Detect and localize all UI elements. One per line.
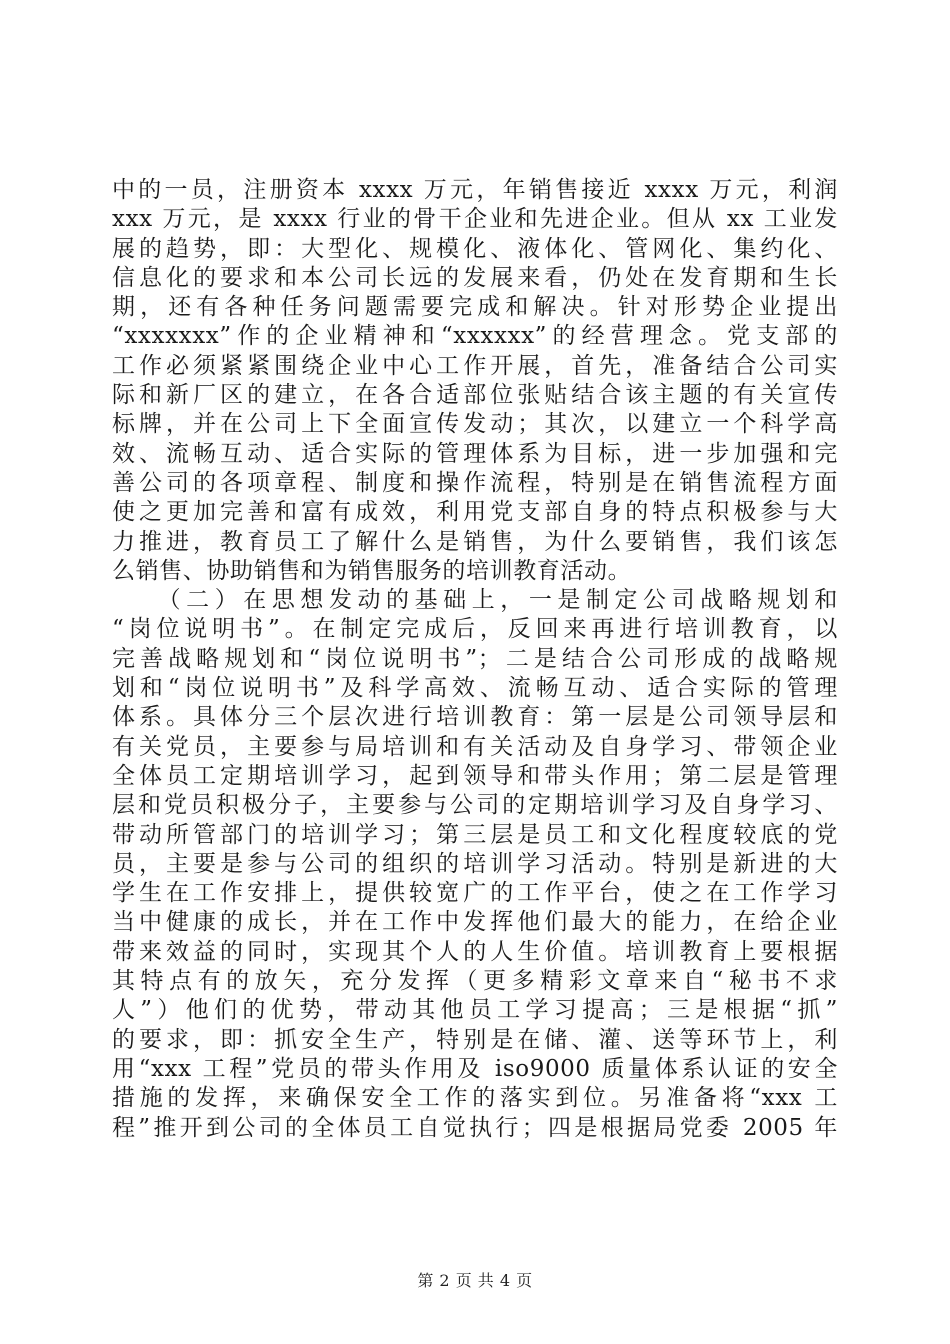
page-footer: 第 2 页 共 4 页 (417, 1271, 533, 1290)
text-line: 学生在工作安排上，提供较宽广的工作平台，使之在工作学习 (112, 880, 838, 907)
text-line: 么销售、协助销售和为销售服务的培训教育活动。 (112, 557, 632, 584)
text-line: “岗位说明书”。在制定完成后，反回来再进行培训教育，以 (112, 616, 838, 643)
text-line: 期，还有各种任务问题需要完成和解决。针对形势企业提出 (112, 294, 838, 321)
text-line: 展的趋势，即：大型化、规模化、液体化、管网化、集约化、 (112, 235, 838, 262)
text-line: 全体员工定期培训学习，起到领导和带头作用；第二层是管理 (112, 762, 838, 789)
text-line: 划和“岗位说明书”及科学高效、流畅互动、适合实际的管理 (112, 675, 838, 702)
text-line: 措施的发挥，来确保安全工作的落实到位。另准备将“xxx 工 (112, 1085, 838, 1112)
text-line: 中的一员，注册资本 xxxx 万元，年销售接近 xxxx 万元，利润 (112, 177, 838, 203)
text-line: 带动所管部门的培训学习；第三层是员工和文化程度较底的党 (112, 821, 838, 848)
text-line: 标牌，并在公司上下全面宣传发动；其次，以建立一个科学高 (112, 411, 838, 438)
text-line: 信息化的要求和本公司长远的发展来看，仍处在发育期和生长 (112, 264, 838, 291)
text-line: 使之更加完善和富有成效，利用党支部自身的特点积极参与大 (112, 499, 838, 526)
text-line: 员，主要是参与公司的组织的培训学习活动。特别是新进的大 (112, 850, 838, 877)
text-line: 其特点有的放矢，充分发挥（更多精彩文章来自“秘书不求 (112, 968, 838, 995)
text-line: “xxxxxxx”作的企业精神和“xxxxxx”的经营理念。党支部的 (112, 323, 838, 350)
text-line: 善公司的各项章程、制度和操作流程，特别是在销售流程方面 (112, 469, 838, 496)
text-line: 际和新厂区的建立，在各合适部位张贴结合该主题的有关宣传 (112, 382, 838, 409)
text-line: 层和党员积极分子，主要参与公司的定期培训学习及自身学习、 (112, 792, 838, 819)
text-line: 完善战略规划和“岗位说明书”；二是结合公司形成的战略规 (112, 645, 838, 672)
text-line: 体系。具体分三个层次进行培训教育：第一层是公司领导层和 (112, 704, 838, 731)
text-line: 工作必须紧紧围绕企业中心工作开展，首先，准备结合公司实 (112, 352, 838, 379)
text-line: 人”）他们的优势，带动其他员工学习提高；三是根据“抓” (112, 997, 838, 1024)
text-line: （二）在思想发动的基础上，一是制定公司战略规划和 (112, 587, 838, 614)
body-text (112, 176, 838, 1143)
text-line: 用“xxx 工程”党员的带头作用及 iso9000 质量体系认证的安全 (112, 1055, 838, 1082)
text-line: 有关党员，主要参与局培训和有关活动及自身学习、带领企业 (112, 733, 838, 760)
text-line: 程”推开到公司的全体员工自觉执行；四是根据局党委 2005 年 (112, 1114, 838, 1141)
text-line: 的要求，即：抓安全生产，特别是在储、灌、送等环节上，利 (112, 1026, 838, 1053)
text-line: xxx 万元，是 xxxx 行业的骨干企业和先进企业。但从 xx 工业发 (112, 206, 838, 233)
text-line: 力推进，教育员工了解什么是销售，为什么要销售，我们该怎 (112, 528, 838, 555)
text-line: 带来效益的同时，实现其个人的人生价值。培训教育上要根据 (112, 938, 838, 965)
text-line: 当中健康的成长，并在工作中发挥他们最大的能力，在给企业 (112, 909, 838, 936)
text-line: 效、流畅互动、适合实际的管理体系为目标，进一步加强和完 (112, 440, 838, 467)
